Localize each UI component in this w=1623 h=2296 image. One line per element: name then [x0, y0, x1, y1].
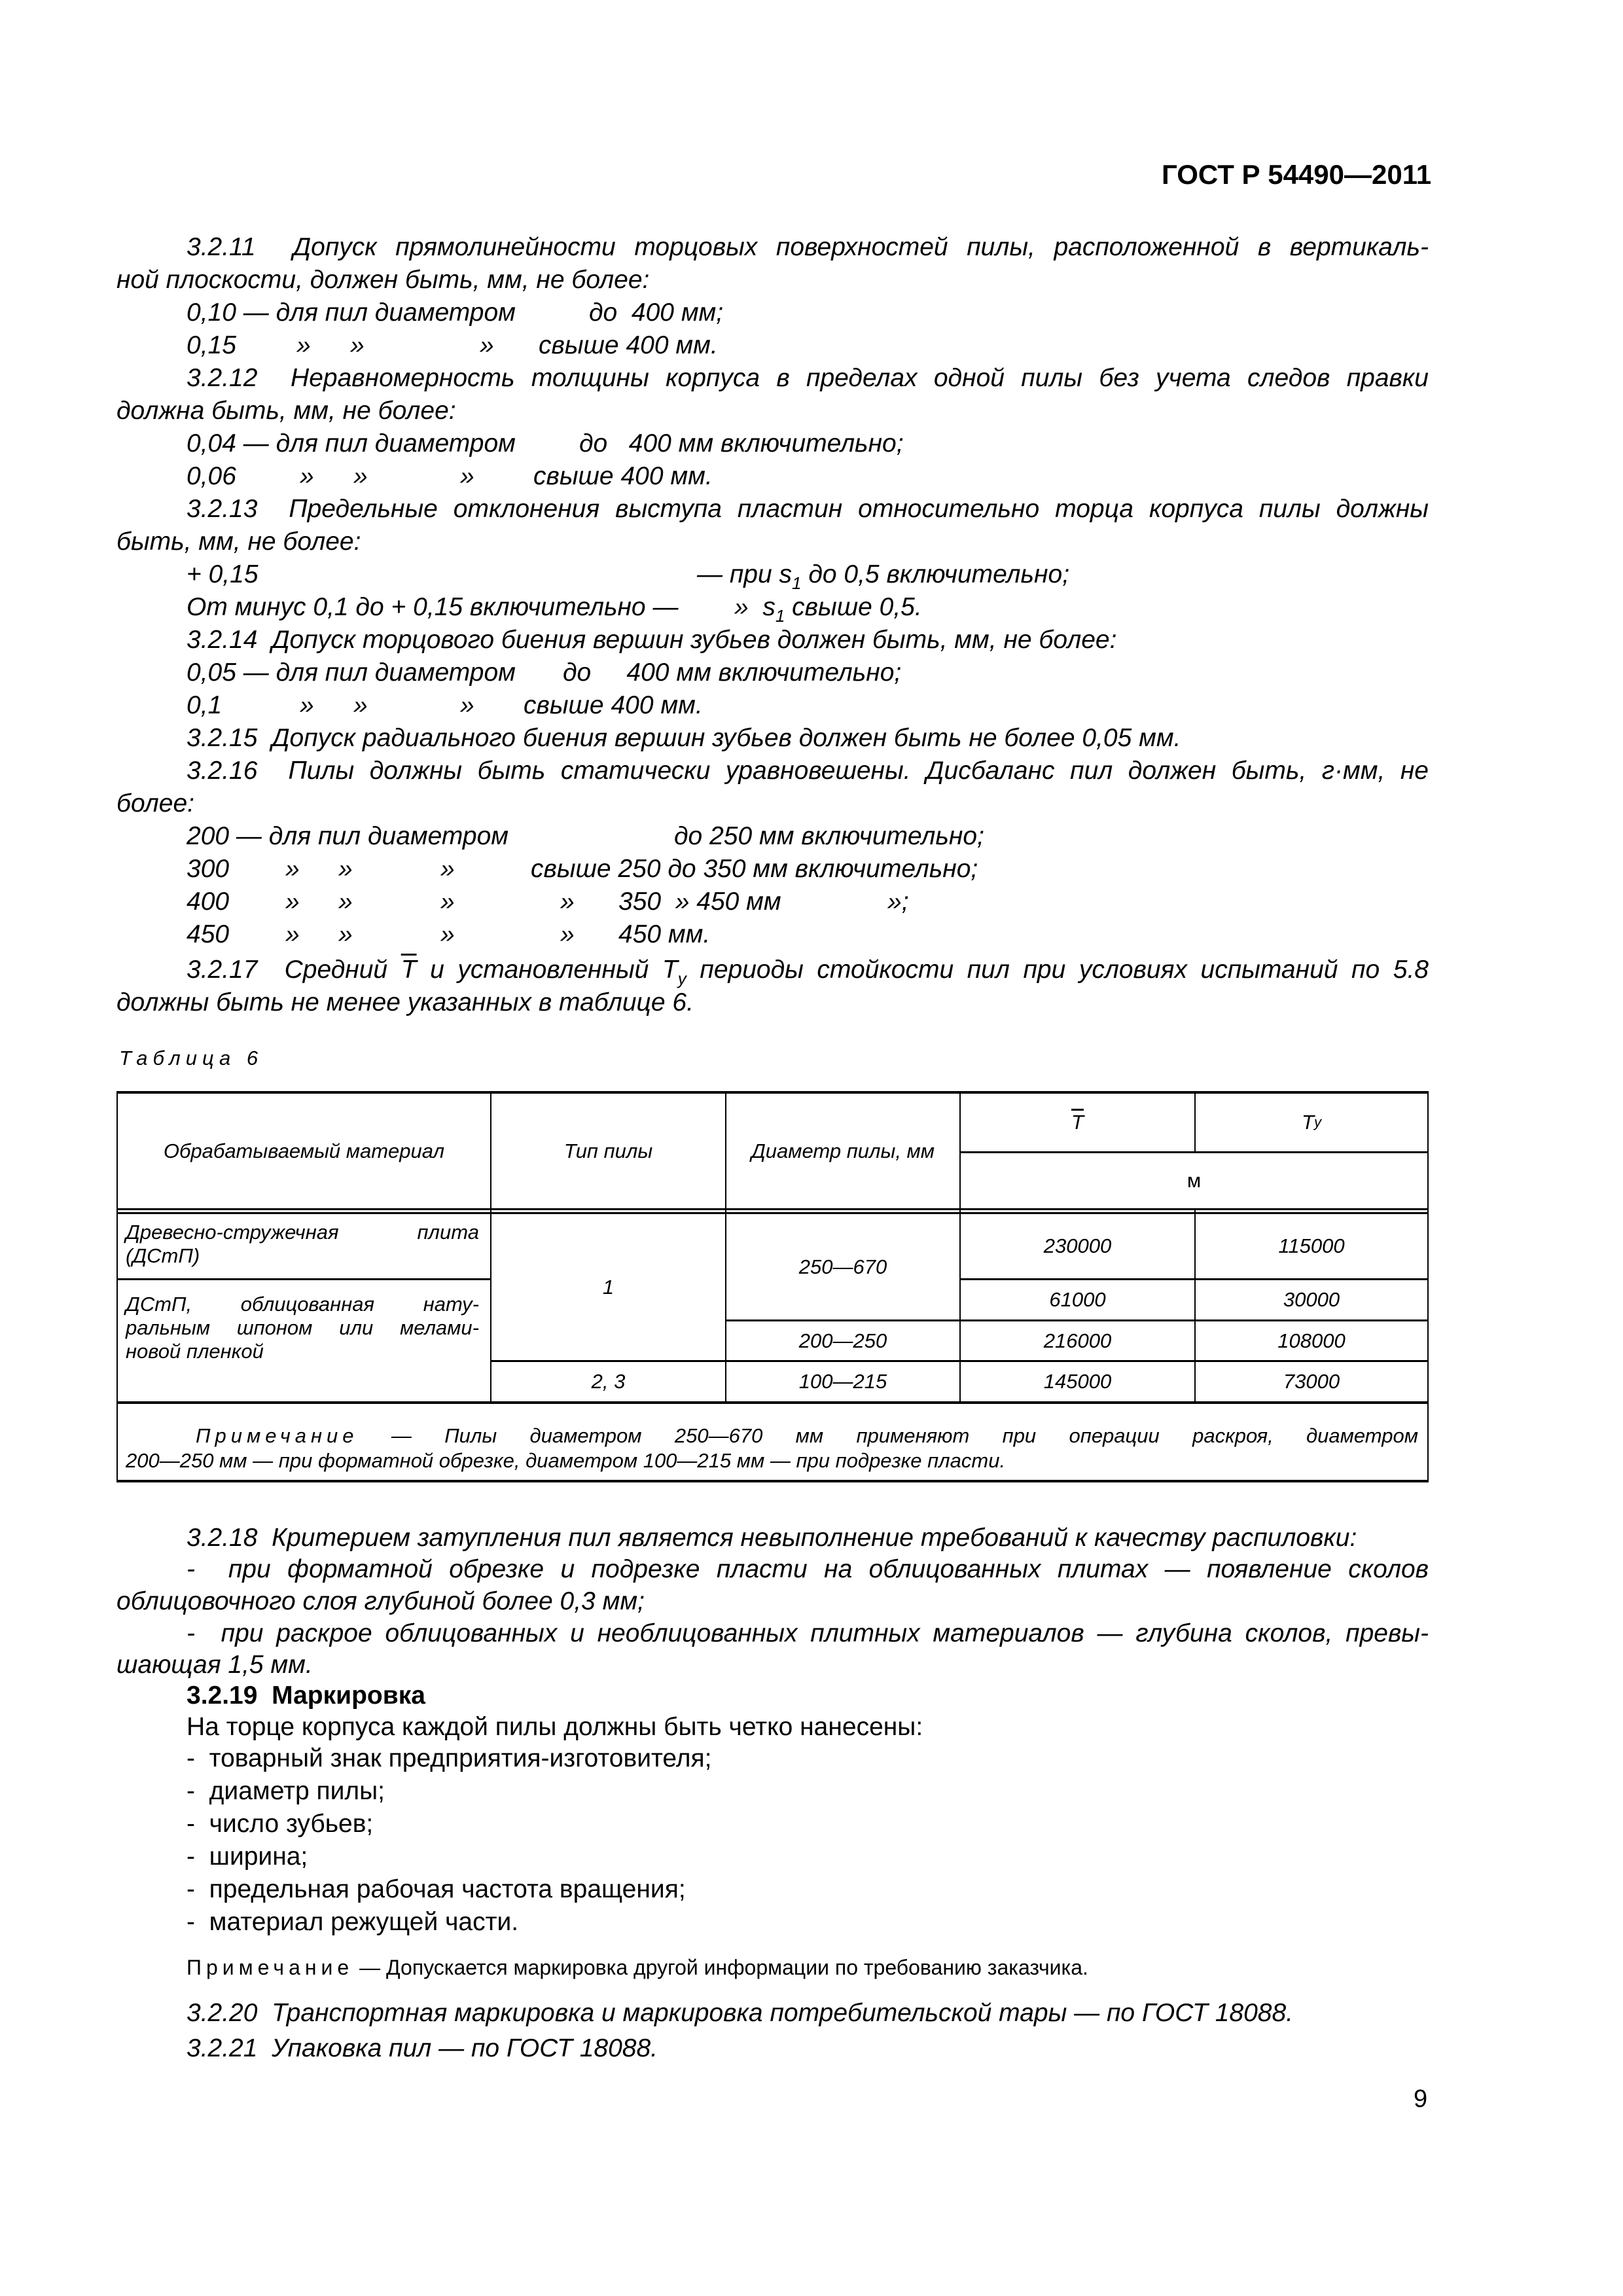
paragraph-3-2-12-line2: должна быть, мм, не более: [116, 397, 456, 425]
ditto-mark: » [440, 888, 455, 916]
ditto-mark: » [300, 691, 314, 719]
tolerance-condition: до 400 мм включительно; [579, 429, 904, 457]
t-mean-value: 216000 [1043, 1329, 1112, 1352]
ditto-mark: » [338, 920, 353, 948]
t-mean-value: 230000 [1043, 1234, 1112, 1257]
ditto-mark: » [285, 855, 300, 883]
tolerance-row: 0,04 — для пил диаметром [187, 429, 516, 457]
material-chipboard: Древесно-стружечная плита (ДСтП) [126, 1221, 479, 1267]
header-double-line-1 [116, 1208, 1429, 1210]
ditto-mark: »; [887, 888, 909, 916]
imbalance-condition: свыше 250 до 350 мм включительно; [531, 855, 978, 883]
paragraph-3-2-21: 3.2.21 Упаковка пил — по ГОСТ 18088. [187, 2034, 658, 2062]
ditto-mark: » [300, 462, 314, 490]
header-t-set: T у [1302, 1111, 1321, 1134]
t-mean-value: 145000 [1043, 1370, 1112, 1393]
paragraph-3-2-15-line1: 3.2.15 Допуск радиального биения вершин зубьев должен быть не более 0,05 мм. [187, 724, 1181, 752]
imbalance-row: 450 [187, 920, 230, 948]
imbalance-condition: 450 мм. [618, 920, 711, 948]
ditto-mark: » [440, 920, 455, 948]
section-title-marking: 3.2.19 Маркировка [187, 1681, 425, 1710]
paragraph-3-2-11-line2: ной плоскости, должен быть, мм, не более: [116, 266, 650, 294]
paragraph-3-2-18-line5: шающая 1,5 мм. [116, 1651, 313, 1679]
tolerance-condition: свыше 400 мм. [539, 331, 718, 359]
deviation-condition: » $s_1$ свыше 0,5. [734, 593, 922, 626]
header-t-mean: $\overline{T}$ [1071, 1111, 1084, 1134]
diameter-cell: 250—670 [798, 1255, 887, 1278]
tolerance-row: 0,15 [187, 331, 236, 359]
paragraph-3-2-13-line1: 3.2.13 Предельные отклонения выступа пластин относительно торца корпуса пилы должны [187, 495, 1429, 523]
tolerance-row: 0,10 — для пил диаметром [187, 298, 516, 327]
marking-list-item: - материал режущей части. [187, 1908, 519, 1936]
standard-header: ГОСТ Р 54490—2011 [1162, 159, 1432, 190]
ditto-mark: » [353, 462, 368, 490]
t-set-value: 73000 [1283, 1370, 1340, 1393]
paragraph-3-2-18-line2: - при форматной обрезке и подрезке пласти на облицованных плитах — появление сколов [187, 1555, 1429, 1583]
deviation-condition: — при $s_1$ до 0,5 включительно; [697, 560, 1070, 593]
material-veneered-chipboard: ДСтП, облицованная нату- ральным шпоном или мелами- новой пленкой [126, 1293, 479, 1363]
ditto-mark: » [480, 331, 494, 359]
paragraph-3-2-11-line1: 3.2.11 Допуск прямолинейности торцовых поверхностей пилы, расположенной в вертикаль- [187, 233, 1429, 261]
page-number: 9 [1414, 2085, 1428, 2113]
tolerance-row: 0,1 [187, 691, 223, 719]
marking-intro: На торце корпуса каждой пилы должны быть четко нанесены: [187, 1713, 923, 1741]
paragraph-3-2-20: 3.2.20 Транспортная маркировка и маркировка потребительской тары — по ГОСТ 18088. [187, 1999, 1294, 2027]
paragraph-3-2-17-line1: 3.2.17 Средний $\overline{T}$ и установленный $T_у$ периоды стойкости пил при условиях испытаний по 5.8 [187, 956, 1429, 988]
t-set-value: 30000 [1283, 1288, 1340, 1311]
paragraph-3-2-13-line2: быть, мм, не более: [116, 528, 361, 556]
t-mean-value: 61000 [1049, 1288, 1106, 1311]
table-border-bottom [116, 1480, 1429, 1482]
table-caption: Таблица 6 [119, 1047, 264, 1069]
marking-list-item: - число зубьев; [187, 1810, 374, 1838]
imbalance-condition: 350 » 450 мм [618, 888, 781, 916]
ditto-mark: » [440, 855, 455, 883]
diameter-cell: 100—215 [798, 1370, 887, 1393]
diameter-cell: 200—250 [798, 1329, 887, 1352]
tolerance-condition: свыше 400 мм. [524, 691, 703, 719]
ditto-mark: » [285, 888, 300, 916]
table-border-right [1427, 1091, 1429, 1482]
paragraph-3-2-17-line2: должны быть не менее указанных в таблице 6. [116, 988, 694, 1016]
header-material: Обрабатываемый материал [163, 1139, 445, 1162]
header-saw-type: Тип пилы [563, 1139, 653, 1162]
marking-list-item: - предельная рабочая частота вращения; [187, 1875, 686, 1903]
paragraph-3-2-16-line1: 3.2.16 Пилы должны быть статически уравновешены. Дисбаланс пил должен быть, г·мм, не [187, 757, 1429, 785]
body-bottom-line [116, 1401, 1429, 1404]
table-6 [116, 1091, 1429, 1482]
tolerance-row: 0,05 — для пил диаметром [187, 658, 516, 687]
paragraph-3-2-18-line1: 3.2.18 Критерием затупления пил является невыполнение требований к качеству распиловки: [187, 1524, 1357, 1552]
ditto-mark: » [285, 920, 300, 948]
tolerance-row: 0,06 [187, 462, 236, 490]
ditto-mark: » [460, 462, 474, 490]
row-line [116, 1278, 491, 1280]
imbalance-row: 200 — для пил диаметром [187, 822, 509, 850]
header-diameter: Диаметр пилы, мм [751, 1139, 935, 1162]
imbalance-row: 400 [187, 888, 230, 916]
marking-list-item: - диаметр пилы; [187, 1777, 385, 1805]
tolerance-condition: до 400 мм включительно; [563, 658, 902, 687]
ditto-mark: » [353, 691, 368, 719]
header-unit: м [1186, 1169, 1202, 1192]
marking-list-item: - ширина; [187, 1842, 308, 1871]
marking-note: Примечание — Допускается маркировка другой информации по требованию заказчика. [187, 1956, 1088, 1979]
paragraph-3-2-16-line2: более: [116, 789, 194, 817]
paragraph-3-2-14-line1: 3.2.14 Допуск торцового биения вершин зубьев должен быть, мм, не более: [187, 626, 1117, 654]
saw-type-cell: 2, 3 [591, 1370, 626, 1393]
ditto-mark: » [338, 888, 353, 916]
ditto-mark: » [338, 855, 353, 883]
t-mean-symbol: $\overline{T}$ [401, 956, 417, 984]
t-set-value: 115000 [1278, 1234, 1345, 1257]
paragraph-3-2-12-line1: 3.2.12 Неравномерность толщины корпуса в пределах одной пилы без учета следов правки [187, 364, 1429, 392]
saw-type-cell: 1 [602, 1275, 615, 1299]
tolerance-condition: свыше 400 мм. [533, 462, 713, 490]
paragraph-3-2-18-line4: - при раскрое облицованных и необлицованных плитных материалов — глубина сколов, превы- [187, 1619, 1429, 1647]
ditto-mark: » [560, 888, 575, 916]
imbalance-row: 300 [187, 855, 230, 883]
marking-list-item: - товарный знак предприятия-изготовителя; [187, 1744, 712, 1772]
deviation-row: + 0,15 [187, 560, 259, 588]
tolerance-condition: до 400 мм; [589, 298, 724, 327]
imbalance-condition: до 250 мм включительно; [674, 822, 984, 850]
ditto-mark: » [560, 920, 575, 948]
ditto-mark: » [296, 331, 311, 359]
deviation-row: От минус 0,1 до + 0,15 включительно — [187, 593, 679, 621]
paragraph-3-2-18-line3: облицовочного слоя глубиной более 0,3 мм; [116, 1587, 645, 1615]
ditto-mark: » [460, 691, 474, 719]
ditto-mark: » [350, 331, 365, 359]
t-set-value: 108000 [1277, 1329, 1346, 1352]
table-note: Примечание — Пилы диаметром 250—670 мм применяют при операции раскроя, диаметром 200—250 мм — при форматной обрезке, диаметром 100—215 мм — при подрезке пласти. [126, 1424, 1418, 1472]
